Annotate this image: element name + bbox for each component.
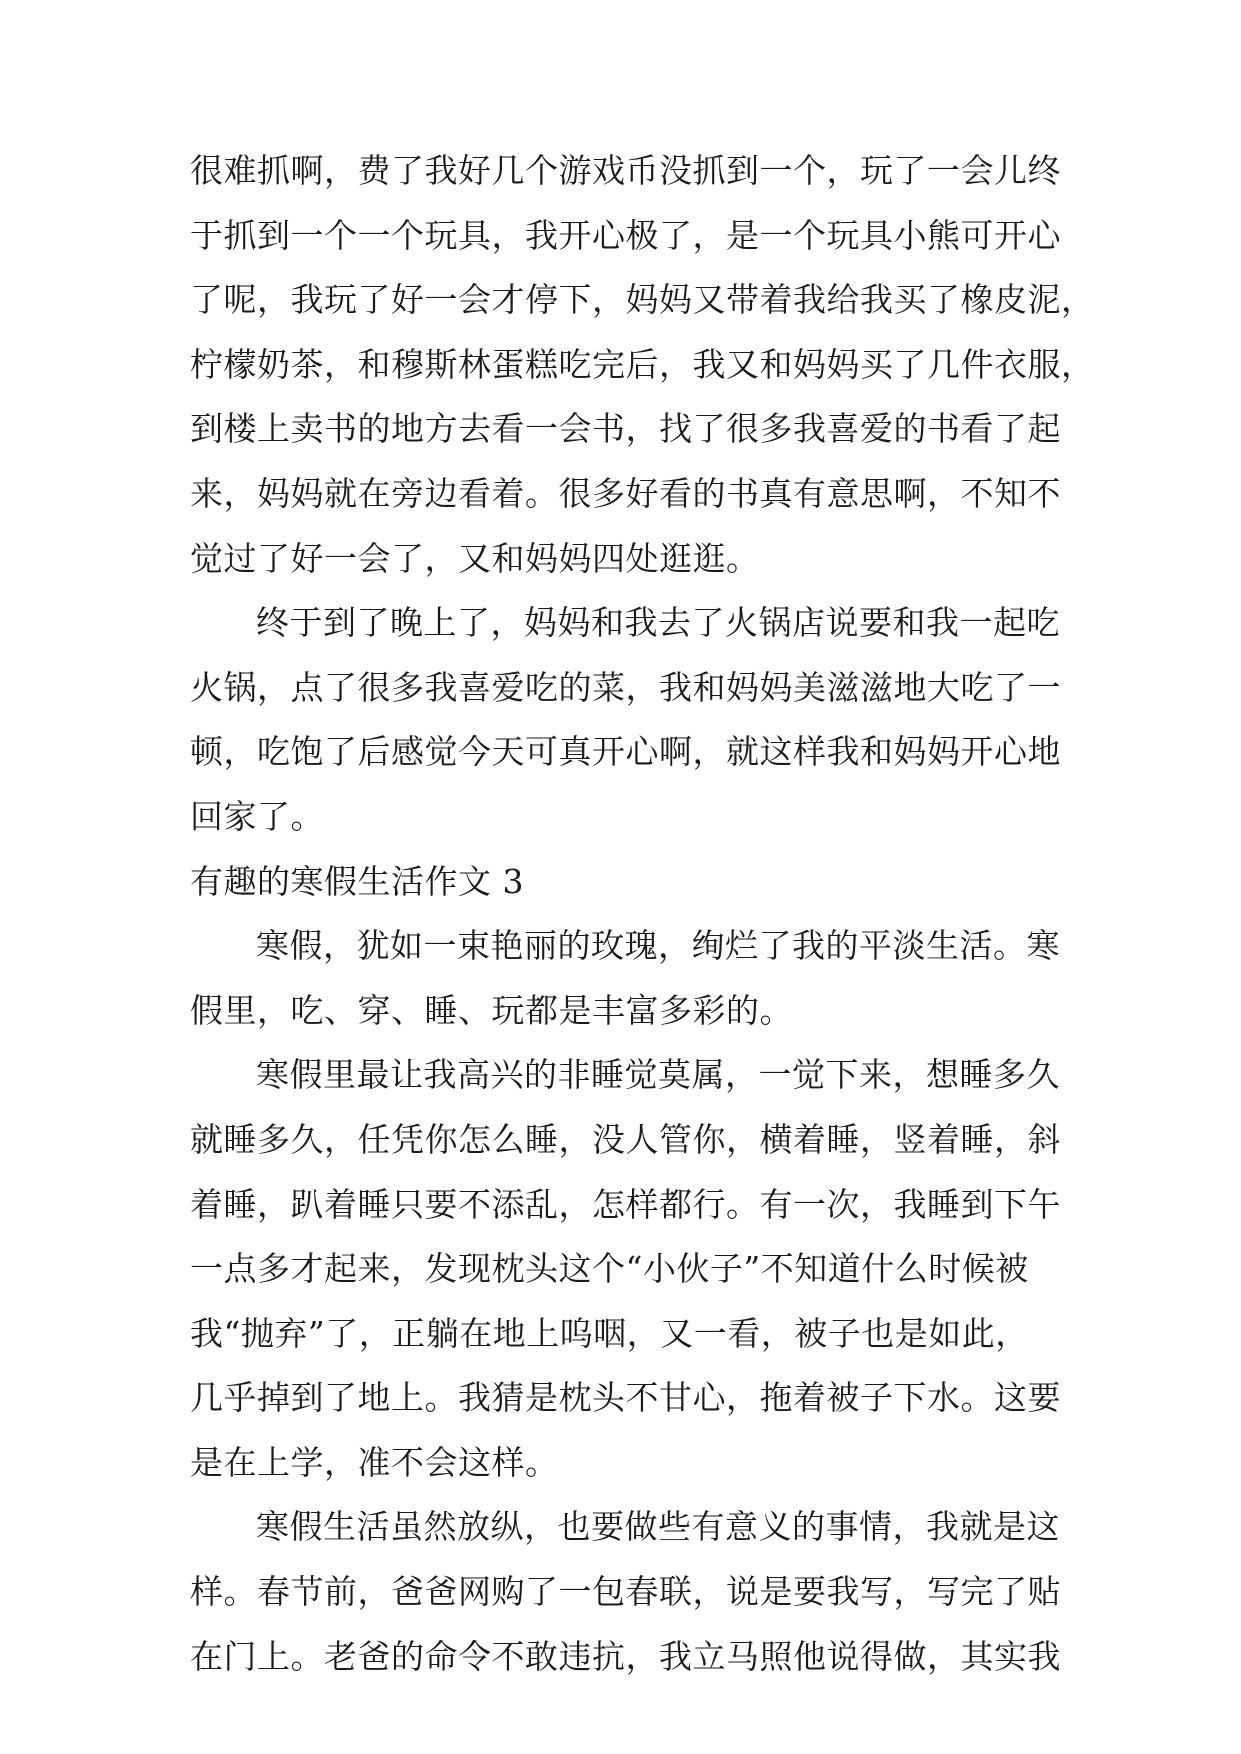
- text-line: 火锅，点了很多我喜爱吃的菜，我和妈妈美滋滋地大吃了一: [190, 667, 1061, 707]
- text-line: 很难抓啊，费了我好几个游戏币没抓到一个，玩了一会儿终: [190, 151, 1061, 190]
- text-line: 回家了。: [190, 796, 324, 836]
- text-line: 来，妈妈就在旁边看着。很多好看的书真有意思啊，不知不: [190, 473, 1061, 513]
- text-line: 一点多才起来，发现枕头这个“小伙子”不知道什么时候被: [190, 1249, 1029, 1289]
- text-line: 几乎掉到了地上。我猜是枕头不甘心，拖着被子下水。这要: [190, 1378, 1061, 1418]
- text-line: 样。春节前，爸爸网购了一包春联，说是要我写，写完了贴: [190, 1572, 1061, 1612]
- text-line: 着睡，趴着睡只要不添乱，怎样都行。有一次，我睡到下午: [190, 1184, 1061, 1224]
- text-line: 顿，吃饱了后感觉今天可真开心啊，就这样我和妈妈开心地: [190, 732, 1061, 772]
- text-line: 到楼上卖书的地方去看一会书，找了很多我喜爱的书看了起: [190, 409, 1061, 449]
- text-line: 假里，吃、穿、睡、玩都是丰富多彩的。: [190, 990, 793, 1030]
- text-line: 就睡多久，任凭你怎么睡，没人管你，横着睡，竖着睡，斜: [190, 1119, 1061, 1159]
- paragraph-first-line: 寒假，犹如一束艳丽的玫瑰，绚烂了我的平淡生活。寒: [256, 926, 1060, 966]
- section-heading: 有趣的寒假生活作文 3: [190, 861, 524, 901]
- text-line: 在门上。老爸的命令不敢违抗，我立马照他说得做，其实我: [190, 1636, 1061, 1676]
- document-body: [190, 139, 1095, 1689]
- text-line: 了呢，我玩了好一会才停下，妈妈又带着我给我买了橡皮泥，: [190, 280, 1095, 320]
- text-line: 是在上学，准不会这样。: [190, 1442, 559, 1482]
- paragraph-first-line: 寒假生活虽然放纵，也要做些有意义的事情，我就是这: [256, 1507, 1060, 1547]
- text-line: 觉过了好一会了，又和妈妈四处逛逛。: [190, 538, 760, 578]
- text-line: 我“抛弃”了，正躺在地上呜咽，又一看，被子也是如此，: [190, 1313, 1029, 1353]
- paragraph-first-line: 寒假里最让我高兴的非睡觉莫属，一觉下来，想睡多久: [256, 1055, 1060, 1095]
- paragraph-first-line: 终于到了晚上了，妈妈和我去了火锅店说要和我一起吃: [256, 603, 1060, 643]
- text-line: 柠檬奶茶，和穆斯林蛋糕吃完后，我又和妈妈买了几件衣服，: [190, 344, 1095, 384]
- text-line: 于抓到一个一个玩具，我开心极了，是一个玩具小熊可开心: [190, 215, 1061, 255]
